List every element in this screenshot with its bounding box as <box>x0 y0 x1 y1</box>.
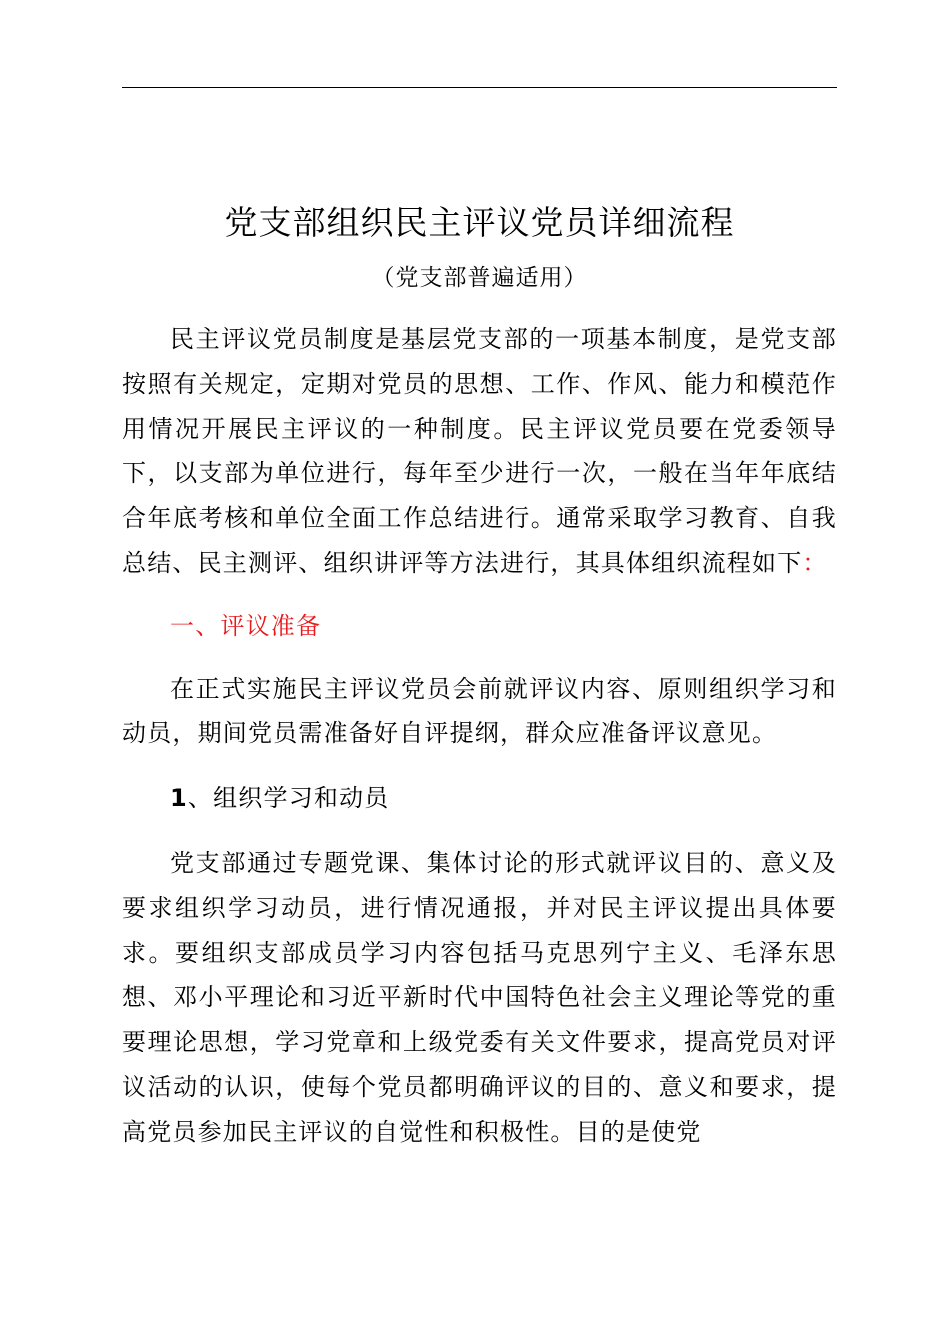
subsection-number: 1 <box>170 784 188 813</box>
section-heading-preparation: 一、评议准备 <box>170 611 322 640</box>
document-subtitle: （党支部普遍适用） <box>371 265 588 291</box>
subsection-heading-text: 、组织学习和动员 <box>187 784 390 813</box>
section-paragraph-preparation: 在正式实施民主评议党员会前就评议内容、原则组织学习和动员，期间党员需准备好自评提纲，群众应准备评议意见。 <box>122 674 837 748</box>
intro-paragraph <box>122 317 837 586</box>
header-rule <box>122 87 837 88</box>
document-title: 党支部组织民主评议党员详细流程 <box>224 203 735 242</box>
intro-text: 民主评议党员制度是基层党支部的一项基本制度，是党支部按照有关规定，定期对党员的思想、工作、作风、能力和模范作用情况开展民主评议的一种制度。民主评议党员要在党委领导下，以支部为单位进行，每年至少进行一次，一般在当年年底结合年底考核和单位全面工作总结进行。通常采取学习教育、自我总结、民主测评、组织讲评等方法进行，其具体组织流程如下 <box>122 325 837 577</box>
document-body <box>122 195 837 1155</box>
intro-colon: ： <box>802 548 828 577</box>
subsection-heading-study <box>122 776 837 821</box>
subsection-paragraph-study: 党支部通过专题党课、集体讨论的形式就评议目的、意义及要求组织学习动员，进行情况通报，并对民主评议提出具体要求。要组织支部成员学习内容包括马克思列宁主义、毛泽东思想、邓小平理论和习近平新时代中国特色社会主义理论等党的重要理论思想，学习党章和上级党委有关文件要求，提高党员对评议活动的认识，使每个党员都明确评议的目的、意义和要求，提高党员参加民主评议的自觉性和积极性。目的是使党 <box>122 848 837 1146</box>
